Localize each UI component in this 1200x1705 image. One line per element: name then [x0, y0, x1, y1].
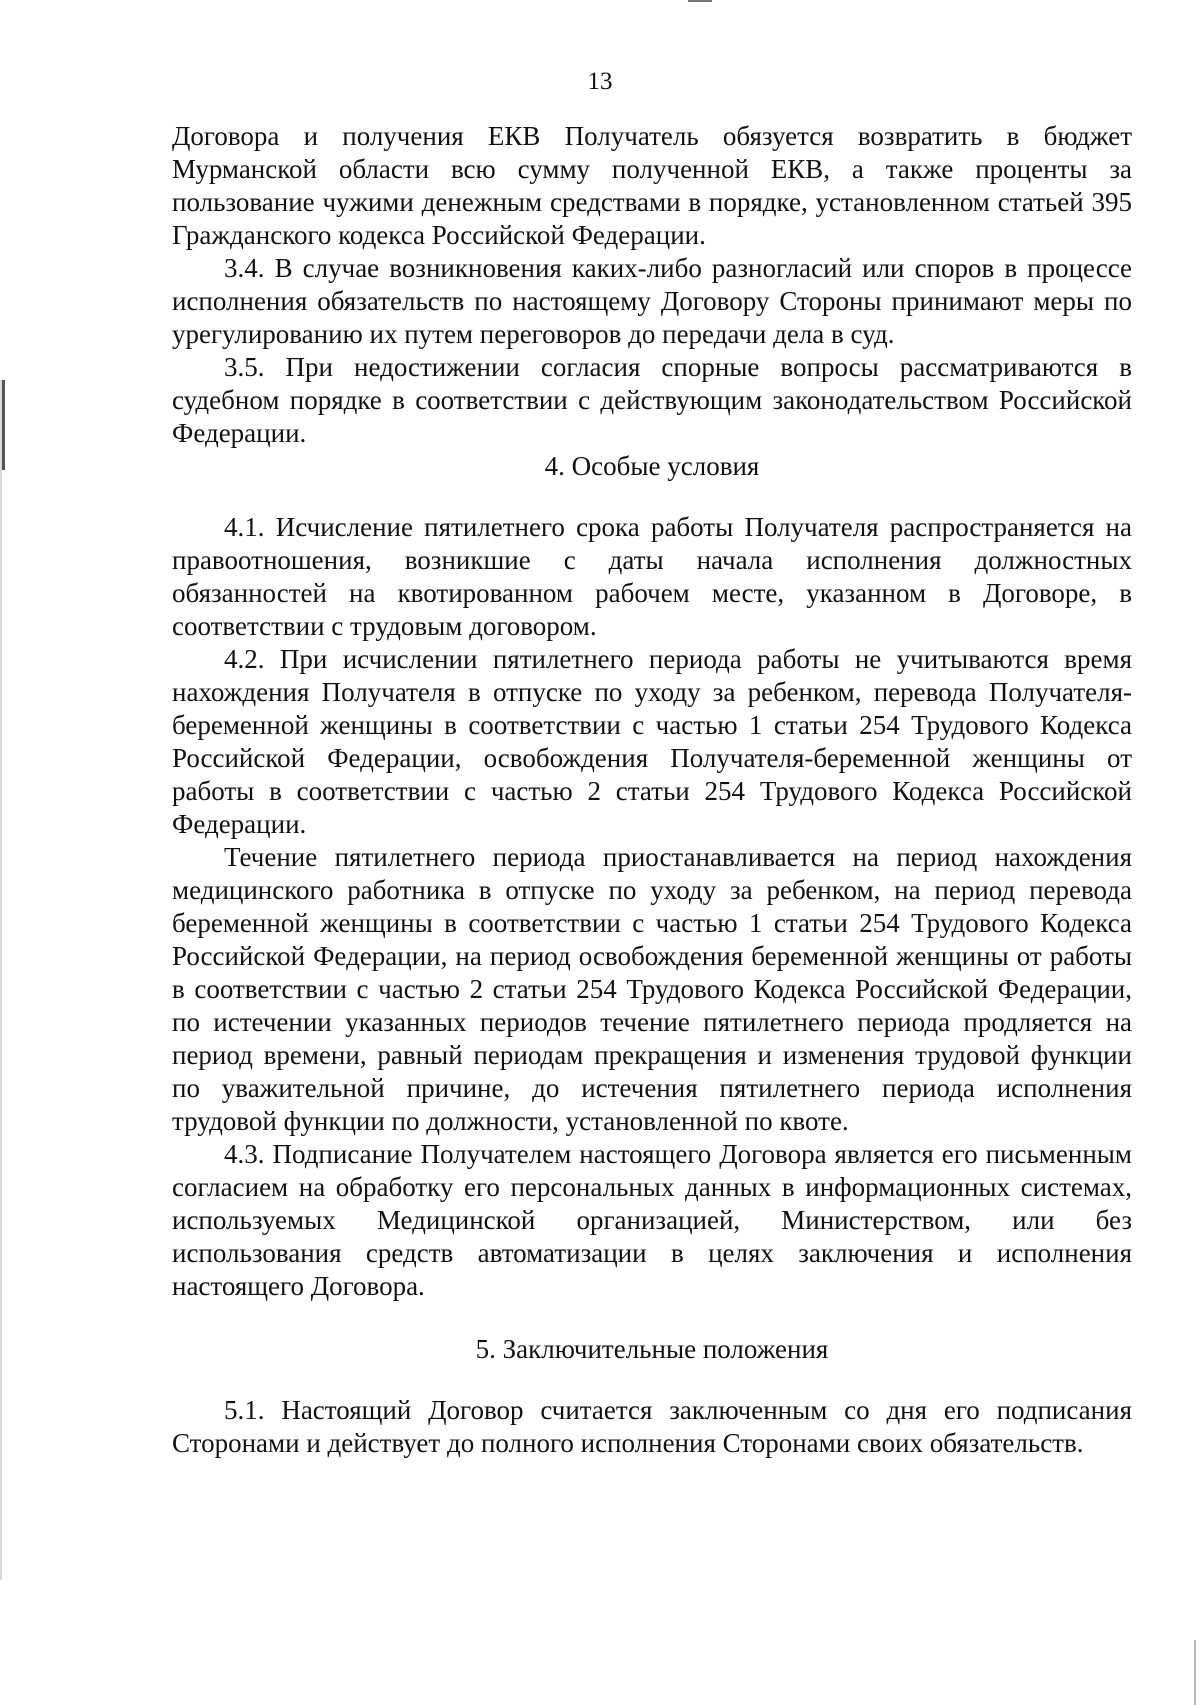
paragraph-3-4: 3.4. В случае возникновения каких-либо разногласий или споров в процессе исполнения обязательств по настоящему Договору Стороны принимают меры по урегулированию их путем переговоров до передачи дела в суд.: [172, 253, 1132, 349]
paragraph-3-5: 3.5. При недостижении согласия спорные вопросы рассматриваются в судебном порядке в соответствии с действующим законодательством Российской Федерации.: [172, 352, 1132, 448]
scan-edge-left: [0, 380, 2, 1580]
scan-edge-right: [1194, 1640, 1196, 1705]
paragraph-4-1: 4.1. Исчисление пятилетнего срока работы Получателя распространяется на правоотношения, возникшие с даты начала исполнения должностных обязанностей на квотированном рабочем месте, указанном в Договоре, в соответствии с трудовым договором.: [172, 512, 1132, 641]
paragraph-5-1: 5.1. Настоящий Договор считается заключенным со дня его подписания Сторонами и действует до полного исполнения Сторонами своих обязательств.: [172, 1395, 1132, 1458]
document-body: [172, 120, 1132, 1460]
scan-mark-left: [2, 380, 5, 470]
spacer: [172, 1366, 1132, 1394]
scan-artifact-top: [688, 0, 712, 2]
paragraph-4-3: 4.3. Подписание Получателем настоящего Договора является его письменным согласием на обработку его персональных данных в информационных системах, используемых Медицинской организацией, Министерством, или без использования средств автоматизации в целях заключения и исполнения настоящего Договора.: [172, 1139, 1132, 1301]
spacer: [172, 483, 1132, 511]
page-number: 13: [587, 68, 613, 95]
paragraph-4-2-continued: Течение пятилетнего периода приостанавливается на период нахождения медицинского работника в отпуске по уходу за ребенком, на период перевода беременной женщины в соответствии с частью 1 статьи 254 Трудового Кодекса Российской Федерации, на период освобождения беременной женщины от работы в соответствии с частью 2 статьи 254 Трудового Кодекса Российской Федерации, по истечении указанных периодов течение пятилетнего периода продляется на период времени, равный периодам прекращения и изменения трудовой функции по уважительной причине, до истечения пятилетнего периода исполнения трудовой функции по должности, установленной по квоте.: [172, 842, 1132, 1136]
paragraph-continuation: Договора и получения ЕКВ Получатель обязуется возвратить в бюджет Мурманской области всю сумму полученной ЕКВ, а также проценты за пользование чужими денежным средствами в порядке, установленном статьей 395 Гражданского кодекса Российской Федерации.: [172, 121, 1132, 250]
section-5-heading: 5. Заключительные положения: [475, 1334, 829, 1364]
spacer: [172, 1303, 1132, 1333]
paragraph-4-2: 4.2. При исчислении пятилетнего периода работы не учитываются время нахождения Получателя в отпуске по уходу за ребенком, перевода Получателя-беременной женщины в соответствии с частью 1 статьи 254 Трудового Кодекса Российской Федерации, освобождения Получателя-беременной женщины от работы в соответствии с частью 2 статьи 254 Трудового Кодекса Российской Федерации.: [172, 644, 1132, 839]
section-4-heading: 4. Особые условия: [544, 451, 760, 481]
